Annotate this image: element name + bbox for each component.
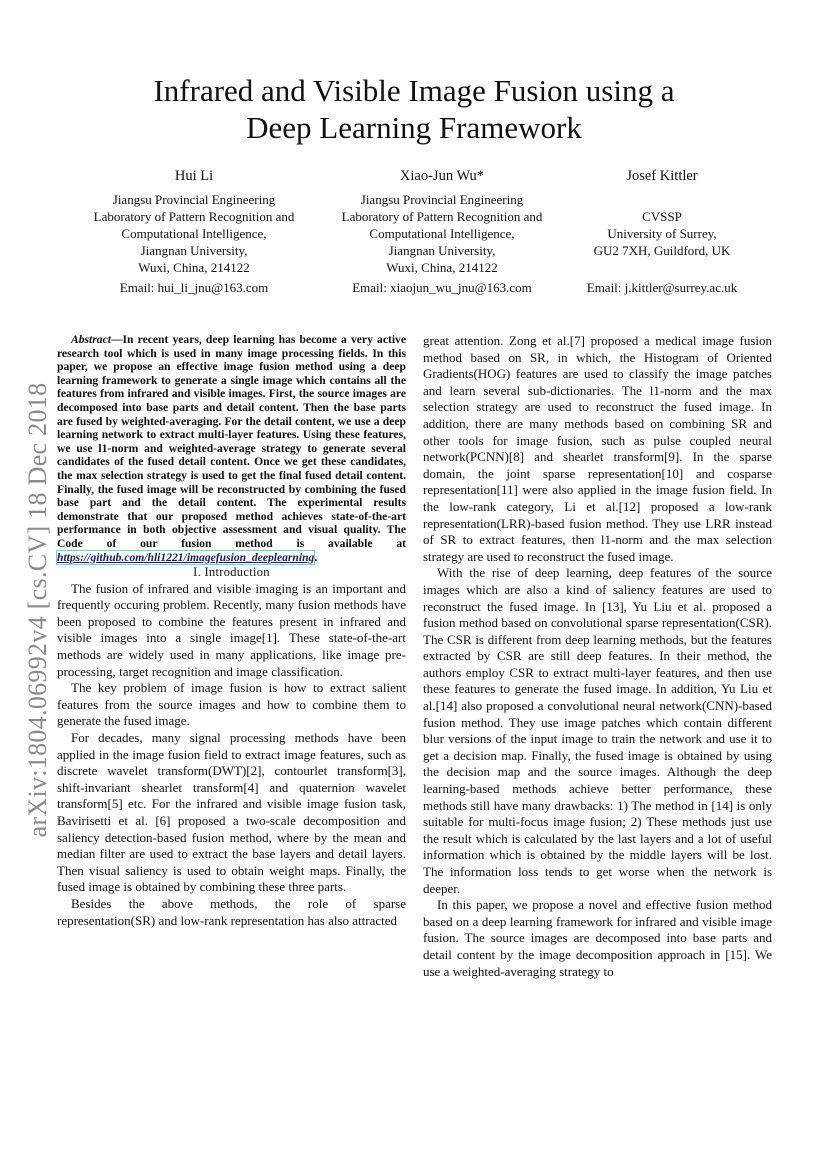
author-affiliation [574,191,750,208]
author-affiliation: University of Surrey, [607,226,717,241]
author-affiliation: Wuxi, China, 214122 [138,260,250,275]
section-heading: I. Introduction [193,565,270,580]
author-affiliation [574,259,750,276]
author-affiliation: Computational Intelligence, [121,226,267,241]
arxiv-stamp: arXiv:1804.06992v4 [cs.CV] 18 Dec 2018 [23,382,52,838]
paper-title: Infrared and Visible Image Fusion using a Deep Learning Framework [153,73,675,145]
paragraph: The fusion of infrared and visible imaging is an important and frequently occuring problem. Recently, many fusion methods have been proposed to combine the features present in infrared and visible images into a single image[1]. These state-of-the-art methods are widely used in many applications, like image pre-processing, target recognition and image classification. [57,580,406,679]
author-name: Hui Li [174,168,214,184]
author-affiliation: Jiangnan University, [388,243,496,258]
abstract [57,333,406,564]
paragraph: The key problem of image fusion is how to extract salient features from the source images and how to combine them to generate the fused image. [57,680,406,729]
author-affiliation: GU2 7XH, Guildford, UK [593,243,731,258]
author-email[interactable]: Email: xiaojun_wu_jnu@163.com [352,280,532,295]
abstract-end: . [314,550,318,564]
paragraph: Besides the above methods, the role of sparse representation(SR) and low-rank representation has also attracted [57,895,406,928]
author-name: Xiao-Jun Wu* [399,168,485,184]
paragraph: For decades, many signal processing methods have been applied in the image fusion field to extract image features, such as discrete wavelet transform(DWT)[2], contourlet transform[3], shift-invariant shearlet transform[4] and quaternion wavelet transform[5] etc. For the infrared and visible image fusion task, Bavirisetti et al. [6] proposed a two-scale decomposition and saliency detection-based fusion method, where by the mean and median filter are used to extract the base layers and detail layers. Then visual saliency is used to obtain weight maps. Finally, the fused image is obtained by combining these three parts. [57,730,406,895]
author-email[interactable]: Email: j.kittler@surrey.ac.uk [586,280,738,295]
left-column [57,333,406,929]
paragraph: With the rise of deep learning, deep features of the source images which are also a kind of saliency features are used to reconstruct the fused image. In [13], Yu Liu et al. proposed a fusion method based on convolutional sparse representation(CSR). The CSR is different from deep learning methods, but the features extracted by CSR are still deep features. In their method, the authors employ CSR to extract multi-layer features, and then use these features to generate the fused image. In addition, Yu Liu et al.[14] also proposed a convolutional neural network(CNN)-based fusion method. They use image patches which contain different blur versions of the input image to train the network and use it to get a decision map. Finally, the fused image is obtained by using the decision map and the source images. Although the deep learning-based methods achieve better performance, these methods still have many drawbacks: 1) The method in [14] is only suitable for multi-focus image fusion; 2) These methods just use the result which is calculated by the last layers and a lot of useful information which is obtained by the middle layers will be lost. The information loss tends to get worse when the network is deeper. [423,565,772,896]
author-name: Josef Kittler [626,168,698,184]
author-2 [320,168,564,296]
author-affiliation: Computational Intelligence, [369,226,515,241]
author-1 [70,168,318,296]
author-affiliation: Jiangsu Provincial Engineering [112,192,276,207]
paragraph: In this paper, we propose a novel and effective fusion method based on a deep learning framework for infrared and visible image fusion. The source images are decomposed into base parts and detail content by the image decomposition approach in [15]. We use a weighted-averaging strategy to [423,897,772,979]
author-affiliation: Jiangnan University, [140,243,248,258]
author-3 [574,168,750,296]
paragraph: great attention. Zong et al.[7] proposed a medical image fusion method based on SR, in which, the Histogram of Oriented Gradients(HOG) features are used to classify the image patches and learn several sub-dictionaries. The l1-norm and the max selection strategy are used to reconstruct the fused image. In addition, there are many methods based on combining SR and other tools for image fusion, such as pulse coupled neural network(PCNN)[8] and shearlet transform[9]. In the sparse domain, the joint sparse representation[10] and cosparse representation[11] were also applied in the image fusion field. In the low-rank category, Li et al.[12] proposed a low-rank representation(LRR)-based fusion method. They use LRR instead of SR to extract features, then l1-norm and the max selection strategy are used to reconstruct the fused image. [423,333,772,564]
abstract-text: —In recent years, deep learning has become a very active research tool which is used in many image processing fields. In this paper, we propose an effective image fusion method using a deep learning framework to generate a single image which contains all the features from infrared and visible images. First, the source images are decomposed into base parts and detail content. Then the base parts are fused by weighted-averaging. For the detail content, we use a deep learning network to extract multi-layer features. Using these features, we use l1-norm and weighted-average strategy to generate several candidates of the fused detail content. Once we get these candidates, the max selection strategy is used to get the final fused detail content. Finally, the fused image will be reconstructed by combining the fused base part and the detail content. The experimental results demonstrate that our proposed method achieves state-of-the-art performance in both objective assessment and visual quality. The Code of our fusion method is available at [57,333,406,550]
author-affiliation: Laboratory of Pattern Recognition and [93,209,295,224]
code-link[interactable]: https://github.com/hli1221/imagefusion_deeplearning [57,550,315,564]
right-column [423,333,772,980]
abstract-label: Abstract [71,333,111,346]
author-email[interactable]: Email: hui_li_jnu@163.com [119,280,269,295]
author-affiliation: Wuxi, China, 214122 [386,260,498,275]
author-affiliation: Laboratory of Pattern Recognition and [341,209,543,224]
author-affiliation: CVSSP [642,209,682,224]
author-affiliation: Jiangsu Provincial Engineering [360,192,524,207]
